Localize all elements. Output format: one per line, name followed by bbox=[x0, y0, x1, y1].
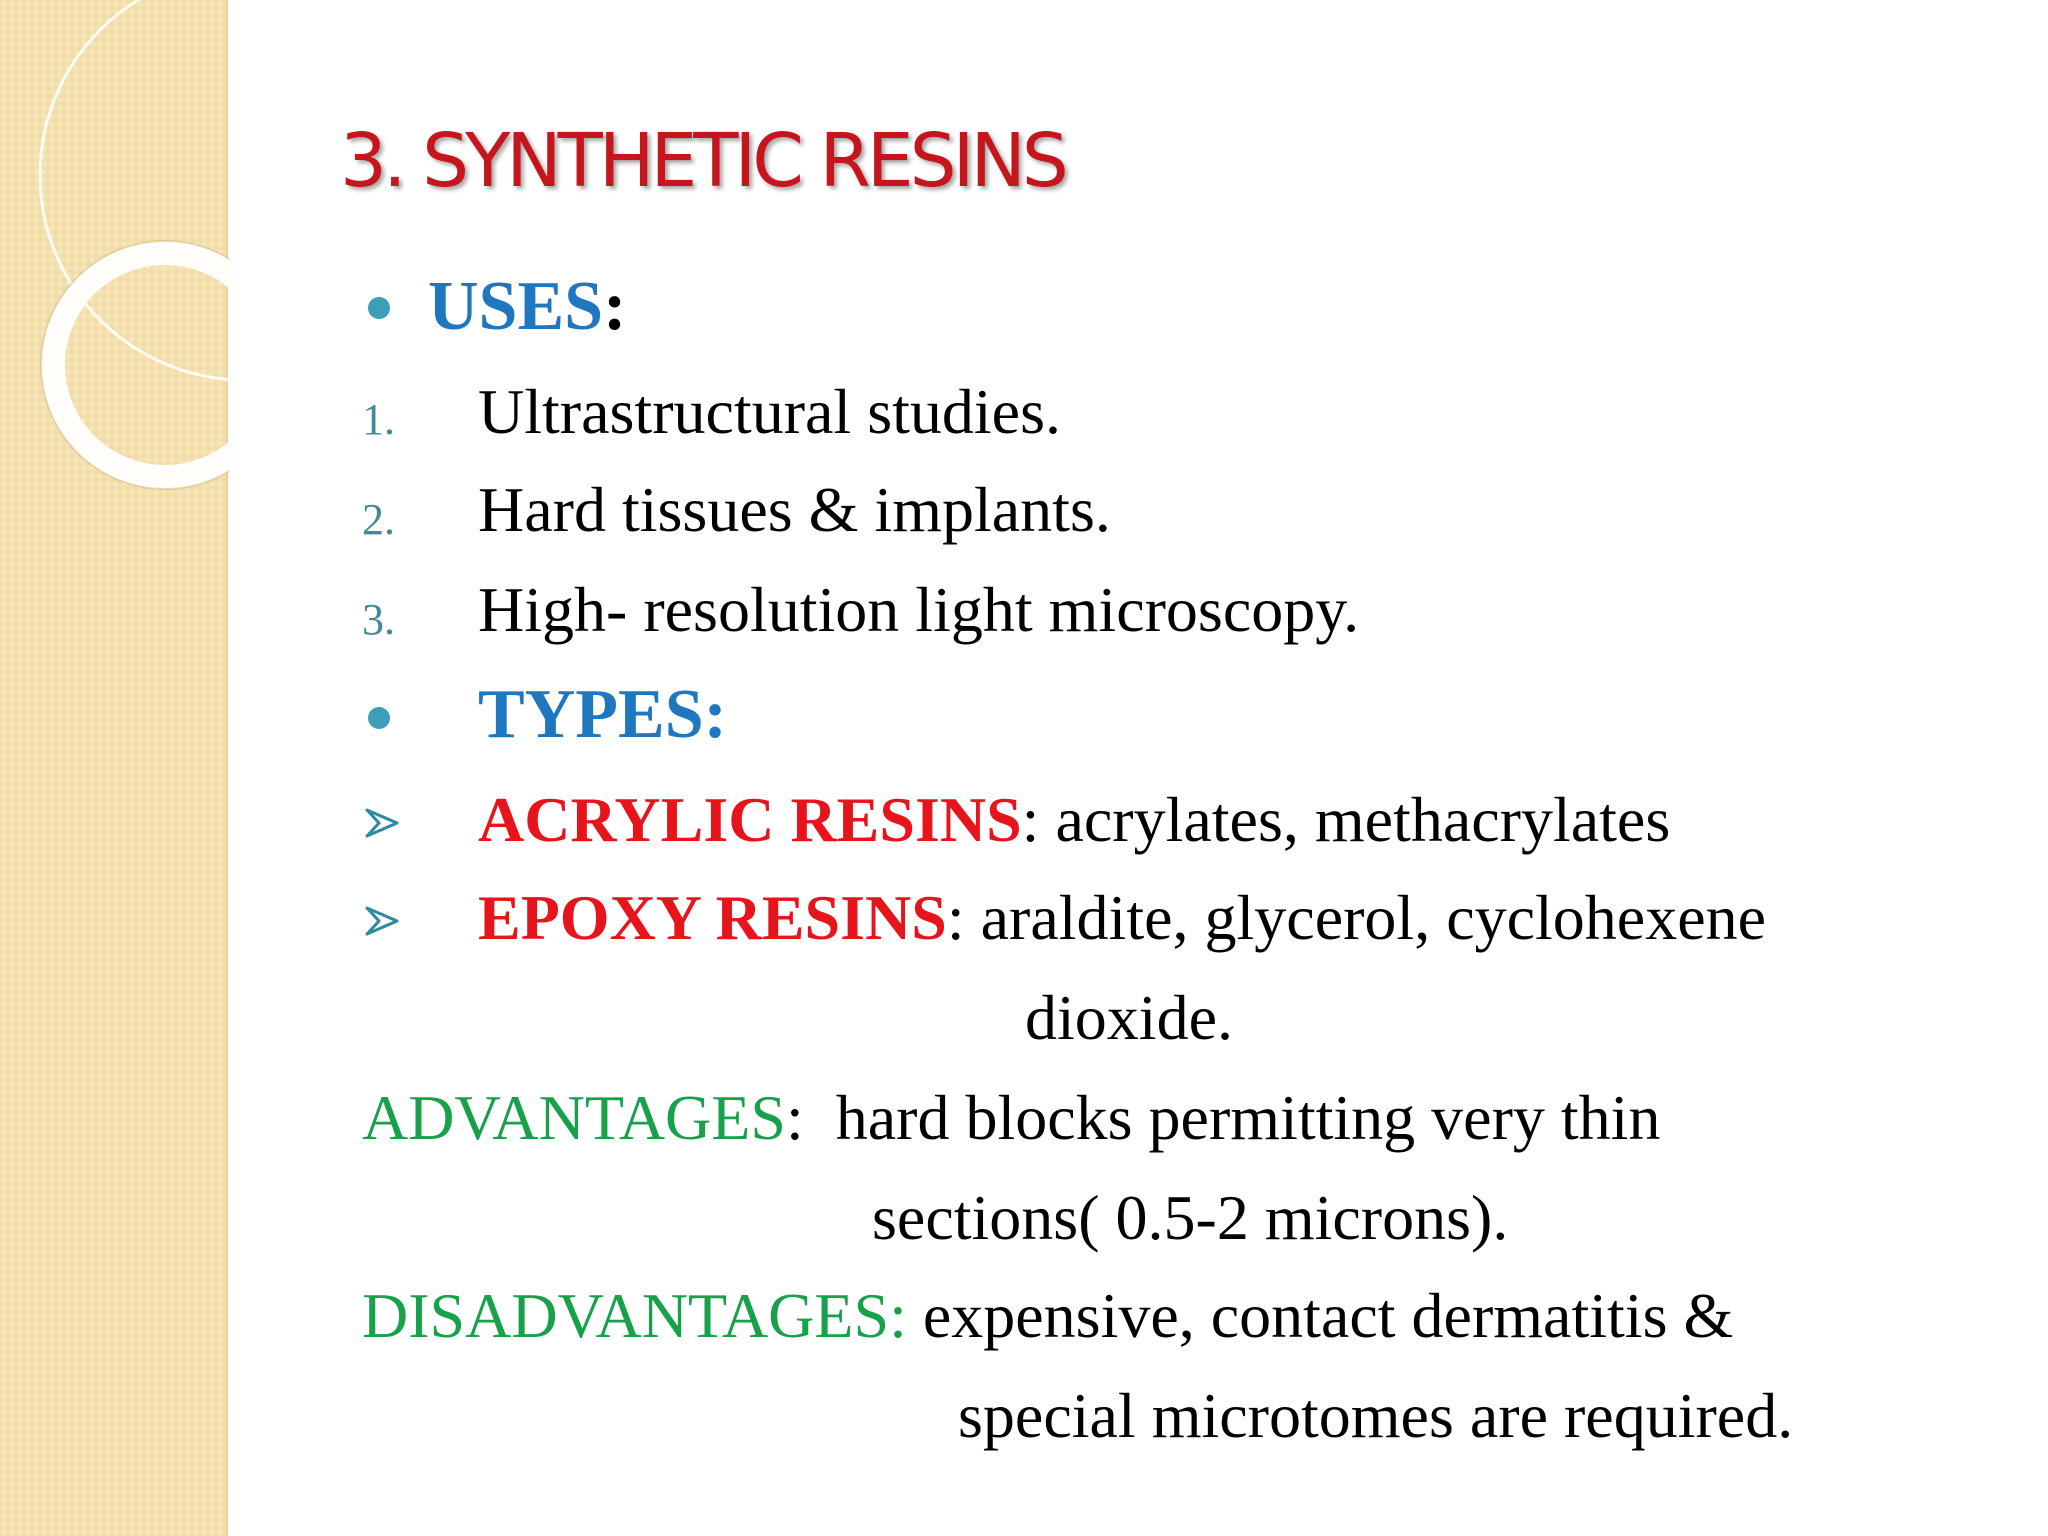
advantages-line bbox=[362, 1082, 1661, 1153]
type-label: EPOXY RESINS bbox=[478, 882, 947, 953]
types-item-acrylic bbox=[478, 784, 1671, 855]
list-number: 1. bbox=[362, 395, 395, 444]
disadvantages-label: DISADVANTAGES: bbox=[362, 1280, 907, 1351]
type-description: : acrylates, methacrylates bbox=[1021, 784, 1671, 855]
uses-item: Ultrastructural studies. bbox=[478, 376, 1061, 447]
uses-heading bbox=[428, 268, 627, 345]
type-label: ACRYLIC RESINS bbox=[478, 784, 1022, 855]
advantages-text: : hard blocks permitting very thin bbox=[785, 1082, 1661, 1153]
bullet-dot-icon bbox=[368, 707, 390, 729]
arrowhead-bullet-icon bbox=[365, 808, 399, 838]
advantages-label: ADVANTAGES bbox=[362, 1082, 786, 1153]
list-number: 3. bbox=[362, 595, 395, 644]
types-item-epoxy-continuation: dioxide. bbox=[1025, 982, 1233, 1053]
types-item-epoxy bbox=[478, 882, 1766, 953]
type-description: : araldite, glycerol, cyclohexene bbox=[946, 882, 1766, 953]
bullet-dot-icon bbox=[368, 297, 390, 319]
uses-item: High- resolution light microscopy. bbox=[478, 574, 1360, 645]
disadvantages-line bbox=[362, 1280, 1734, 1351]
arrowhead-bullet-icon bbox=[365, 906, 399, 936]
types-heading: TYPES: bbox=[478, 676, 727, 753]
list-number: 2. bbox=[362, 495, 395, 544]
advantages-continuation: sections( 0.5-2 microns). bbox=[872, 1182, 1509, 1253]
uses-heading-label: USES bbox=[428, 268, 604, 345]
disadvantages-continuation: special microtomes are required. bbox=[958, 1380, 1794, 1451]
uses-heading-colon: : bbox=[603, 268, 627, 345]
slide-title: 3. SYNTHETIC RESINS bbox=[340, 118, 1065, 204]
disadvantages-text: expensive, contact dermatitis & bbox=[906, 1280, 1734, 1351]
decorative-rings bbox=[0, 0, 230, 520]
uses-item: Hard tissues & implants. bbox=[478, 474, 1111, 545]
